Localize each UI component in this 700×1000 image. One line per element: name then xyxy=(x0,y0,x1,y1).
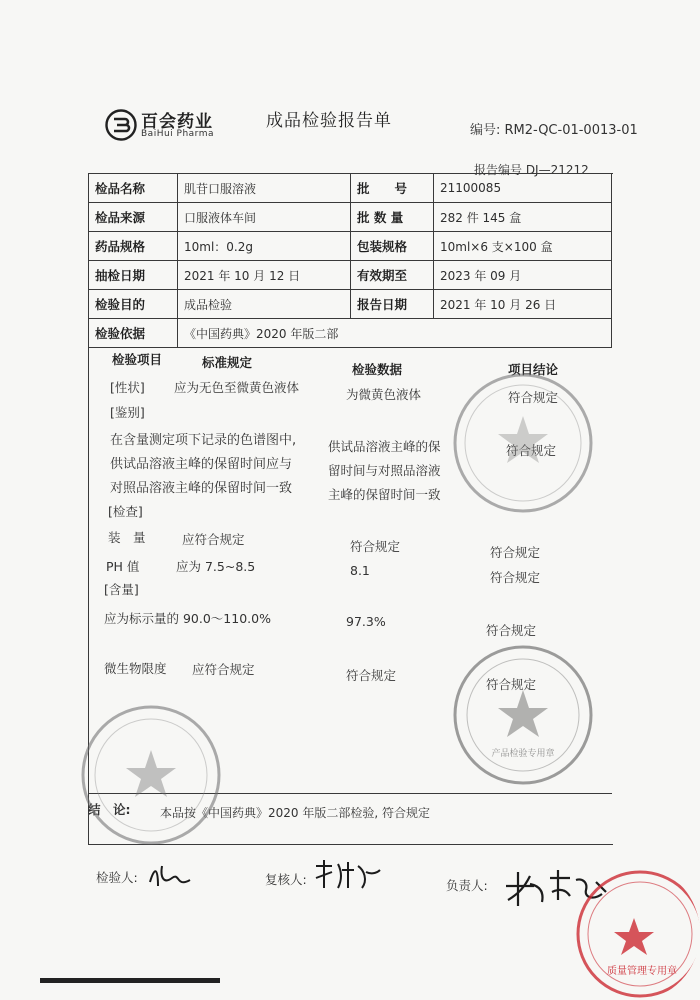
load-data: 符合规定 xyxy=(350,539,401,554)
conclusion-label: 结 论: xyxy=(88,802,131,817)
basis-label: 检验依据 xyxy=(89,319,178,348)
header-standard: 标准规定 xyxy=(202,355,253,370)
spec-label: 药品规格 xyxy=(89,232,178,261)
traits-standard: 应为无色至微黄色液体 xyxy=(174,380,300,395)
ident-conclusion: 符合规定 xyxy=(506,443,557,458)
ident-standard-line: 供试品溶液主峰的保留时间应与 xyxy=(110,457,293,472)
batch-no-value: 21100085 xyxy=(434,174,612,203)
content-data: 97.3% xyxy=(346,614,386,629)
company-logo xyxy=(105,107,215,147)
sampling-date-label: 抽检日期 xyxy=(89,261,178,290)
content-conclusion: 符合规定 xyxy=(486,623,537,638)
ph-data: 8.1 xyxy=(350,563,370,578)
traits-label: [性状] xyxy=(110,380,145,395)
expiry-label: 有效期至 xyxy=(351,261,434,290)
bottom-bar xyxy=(40,978,220,983)
red-seal-subtext: 质量管理专用章 xyxy=(607,966,677,977)
responsible-label: 负责人: xyxy=(446,878,488,893)
logo-english-name: BaiHui Pharma xyxy=(141,129,214,139)
baihui-seal-subtext: 产品检验专用章 xyxy=(491,749,555,759)
info-table xyxy=(88,173,612,348)
conclusion-text: 本品按《中国药典》2020 年版二部检验, 符合规定 xyxy=(160,806,430,820)
traits-conclusion: 符合规定 xyxy=(508,390,559,405)
ident-data-line: 留时间与对照品溶液 xyxy=(328,463,441,478)
table-row xyxy=(89,290,612,319)
check-label: [检查] xyxy=(108,504,143,519)
package-value: 10ml×6 支×100 盒 xyxy=(434,232,612,261)
table-row xyxy=(89,174,612,203)
document-code: 编号: RM2-QC-01-0013-01 xyxy=(470,123,638,138)
basis-value: 《中国药典》2020 年版二部 xyxy=(178,319,612,348)
header-data: 检验数据 xyxy=(352,362,403,377)
ident-standard-line: 对照品溶液主峰的保留时间一致 xyxy=(110,481,293,496)
micro-label: 微生物限度 xyxy=(104,661,167,676)
table-row xyxy=(89,203,612,232)
purpose-value: 成品检验 xyxy=(178,290,351,319)
load-standard: 应符合规定 xyxy=(182,532,245,547)
red-quality-seal-icon xyxy=(572,866,700,1000)
qc-seal-icon xyxy=(448,368,598,518)
batch-quantity-label: 批 数 量 xyxy=(351,203,434,232)
reviewer-signature-icon xyxy=(312,856,384,892)
source-label: 检品来源 xyxy=(89,203,178,232)
micro-standard: 应符合规定 xyxy=(192,662,255,677)
source-value: 口服液体车间 xyxy=(178,203,351,232)
header-conclusion: 项目结论 xyxy=(508,362,559,377)
micro-data: 符合规定 xyxy=(346,668,397,683)
expiry-value: 2023 年 09 月 xyxy=(434,261,612,290)
baihui-seal-icon xyxy=(448,640,598,790)
logo-chinese-name: 百会药业 xyxy=(141,112,213,132)
ph-label: PH 值 xyxy=(106,559,140,574)
ident-data-line: 主峰的保留时间一致 xyxy=(328,487,441,502)
ident-label: [鉴别] xyxy=(110,405,145,420)
report-date-label: 报告日期 xyxy=(351,290,434,319)
report-number: 报告编号 DJ—21212 xyxy=(474,163,589,177)
load-conclusion: 符合规定 xyxy=(490,545,541,560)
header-item: 检验项目 xyxy=(112,352,163,367)
sampling-date-value: 2021 年 10 月 12 日 xyxy=(178,261,351,290)
product-name-value: 肌苷口服溶液 xyxy=(178,174,351,203)
batch-no-label: 批 号 xyxy=(351,174,434,203)
spec-value: 10ml：0.2g xyxy=(178,232,351,261)
batch-quantity-value: 282 件 145 盒 xyxy=(434,203,612,232)
ph-conclusion: 符合规定 xyxy=(490,570,541,585)
package-label: 包装规格 xyxy=(351,232,434,261)
reviewer-label: 复核人: xyxy=(265,872,307,887)
ident-standard-line: 在含量测定项下记录的色谱图中, xyxy=(110,433,297,448)
baihui-logo-icon xyxy=(105,109,137,141)
purpose-label: 检验目的 xyxy=(89,290,178,319)
content-standard: 应为标示量的 90.0～110.0% xyxy=(104,611,271,626)
load-label: 装 量 xyxy=(108,530,146,545)
report-date-value: 2021 年 10 月 26 日 xyxy=(434,290,612,319)
ph-standard: 应为 7.5~8.5 xyxy=(176,559,256,574)
traits-data: 为微黄色液体 xyxy=(346,387,422,402)
inspector-signature-icon xyxy=(146,858,196,892)
company-seal-icon xyxy=(76,700,226,850)
product-name-label: 检品名称 xyxy=(89,174,178,203)
content-label: [含量] xyxy=(104,582,139,597)
table-row xyxy=(89,319,612,348)
inspector-label: 检验人: xyxy=(96,870,138,885)
ident-data-line: 供试品溶液主峰的保 xyxy=(328,439,441,454)
report-title: 成品检验报告单 xyxy=(266,111,392,131)
micro-conclusion: 符合规定 xyxy=(486,677,537,692)
table-row xyxy=(89,261,612,290)
table-row xyxy=(89,232,612,261)
